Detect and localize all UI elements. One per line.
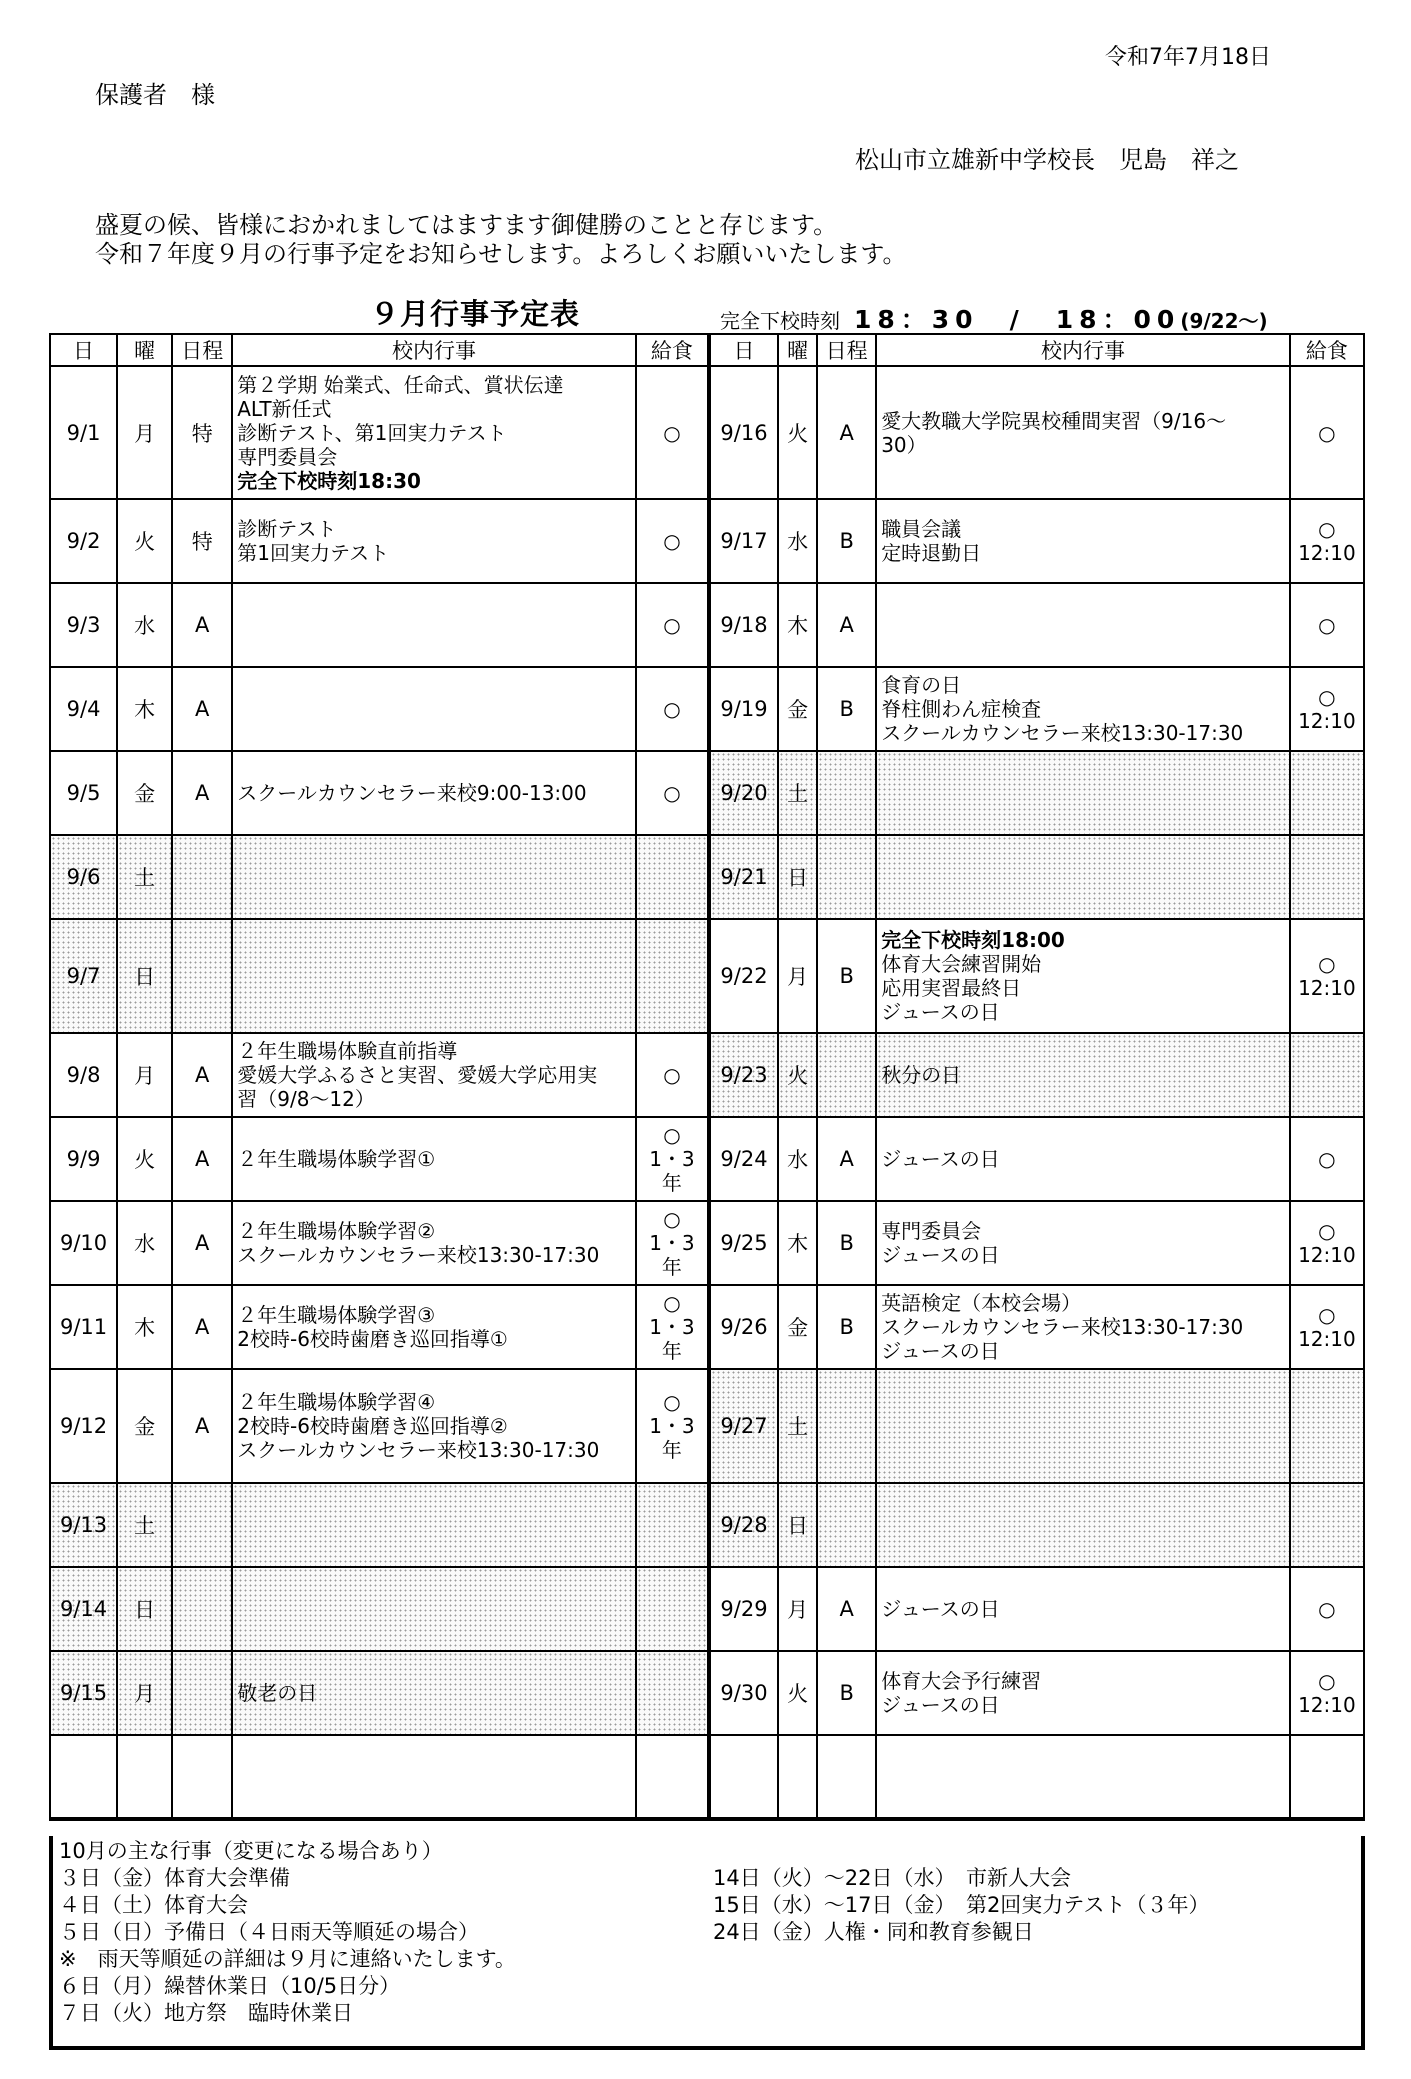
events-cell (232, 583, 636, 667)
lunch-cell (1290, 583, 1364, 667)
table-row (50, 1735, 1364, 1819)
schedule-cell: A (817, 583, 876, 667)
october-event-item: ４日（土）体育大会 (59, 1893, 248, 1917)
weekday-cell: 日 (778, 1483, 817, 1567)
october-heading: 10月の主な行事（変更になる場合あり） (59, 1839, 443, 1863)
schedule-cell (172, 1651, 232, 1735)
schedule-table (49, 333, 1365, 1821)
date-cell: 9/27 (709, 1369, 778, 1483)
table-row (50, 667, 1364, 751)
events-cell (232, 1285, 636, 1369)
weekday-cell: 水 (117, 583, 172, 667)
lunch-line: 12:10 (1298, 1243, 1356, 1267)
event-line: ジュースの日 (881, 1693, 1000, 1717)
col-events: 校内行事 (876, 334, 1290, 366)
date-cell: 9/18 (709, 583, 778, 667)
weekday-cell: 金 (117, 1369, 172, 1483)
schedule-cell: A (172, 1117, 232, 1201)
october-event-item: ７日（火）地方祭 臨時休業日 (59, 2001, 353, 2025)
lunch-line: ○ (1318, 1219, 1336, 1243)
events-cell (876, 1651, 1290, 1735)
greeting-line: 盛夏の候、皆様におかれましてはますます御健勝のことと存じます。 (95, 211, 838, 239)
event-line: ALT新任式 (237, 396, 332, 421)
lunch-line: 12:10 (1298, 541, 1356, 565)
dismissal-time (720, 300, 1268, 336)
event-line: 体育大会予行練習 (881, 1669, 1042, 1693)
schedule-cell: B (817, 667, 876, 751)
event-line: 2校時-6校時歯磨き巡回指導① (237, 1327, 508, 1351)
weekday-cell: 土 (117, 1483, 172, 1567)
event-line: ２年生職場体験学習③ (237, 1303, 436, 1327)
events-cell (876, 1735, 1290, 1819)
event-line: 英語検定（本校会場） (881, 1291, 1082, 1315)
schedule-cell (817, 1483, 876, 1567)
schedule-cell: A (172, 1033, 232, 1117)
lunch-cell (1290, 1201, 1364, 1285)
lunch-cell (1290, 919, 1364, 1033)
date-cell: 9/11 (50, 1285, 117, 1369)
table-row (50, 835, 1364, 919)
table-row (50, 1483, 1364, 1567)
weekday-cell: 水 (778, 499, 817, 583)
weekday-cell: 水 (778, 1117, 817, 1201)
events-cell (232, 1369, 636, 1483)
date-cell (50, 1735, 117, 1819)
date-cell: 9/8 (50, 1033, 117, 1117)
lunch-cell (636, 751, 709, 835)
dismissal-suffix: (9/22〜) (1180, 309, 1268, 333)
events-cell (876, 667, 1290, 751)
lunch-line: ○ (1318, 1597, 1336, 1621)
lunch-cell (636, 1033, 709, 1117)
events-cell (876, 1483, 1290, 1567)
table-title: ９月行事予定表 (370, 297, 581, 331)
lunch-line: ○ (1318, 952, 1336, 976)
date-cell: 9/13 (50, 1483, 117, 1567)
events-cell (232, 667, 636, 751)
schedule-cell (817, 751, 876, 835)
lunch-cell (636, 1651, 709, 1735)
events-cell (232, 1567, 636, 1651)
events-cell (876, 1369, 1290, 1483)
weekday-cell: 木 (117, 667, 172, 751)
lunch-cell (1290, 1735, 1364, 1819)
lunch-cell (1290, 1117, 1364, 1201)
lunch-line: ○ (1318, 517, 1336, 541)
schedule-cell (817, 1033, 876, 1117)
october-event-item: ６日（月）繰替休業日（10/5日分） (59, 1974, 401, 1998)
event-line: 専門委員会 (237, 444, 338, 469)
events-cell (876, 366, 1290, 499)
lunch-line: ○ (1318, 420, 1336, 445)
schedule-cell (172, 1735, 232, 1819)
weekday-cell: 火 (778, 1651, 817, 1735)
event-line: 完全下校時刻18:00 (881, 928, 1065, 952)
lunch-cell (1290, 1285, 1364, 1369)
lunch-line: 1・3 (649, 1414, 695, 1438)
table-row (50, 1117, 1364, 1201)
schedule-cell: A (172, 1201, 232, 1285)
events-cell (876, 835, 1290, 919)
table-row (50, 1033, 1364, 1117)
table-row (50, 1201, 1364, 1285)
event-line: ２年生職場体験学習① (237, 1147, 436, 1171)
col-schedule: 日程 (172, 334, 232, 366)
lunch-cell (1290, 499, 1364, 583)
weekday-cell: 木 (778, 1201, 817, 1285)
dismissal-times: 18：30 / 18：00 (854, 305, 1181, 334)
lunch-cell (1290, 835, 1364, 919)
dismissal-label: 完全下校時刻 (720, 309, 840, 333)
events-cell (232, 1117, 636, 1201)
event-line: 第２学期 始業式、任命式、賞状伝達 (237, 372, 564, 397)
lunch-cell (636, 1201, 709, 1285)
date-cell: 9/25 (709, 1201, 778, 1285)
october-event-item: ５日（日）予備日（４日雨天等順延の場合） (59, 1920, 479, 1944)
date-cell: 9/21 (709, 835, 778, 919)
lunch-cell (636, 835, 709, 919)
schedule-cell (817, 835, 876, 919)
schedule-cell: A (817, 1117, 876, 1201)
events-cell (232, 1735, 636, 1819)
lunch-line: ○ (1318, 613, 1336, 637)
event-line: 体育大会練習開始 (881, 952, 1042, 976)
lunch-line: ○ (663, 613, 681, 637)
weekday-cell: 火 (778, 366, 817, 499)
lunch-cell (1290, 366, 1364, 499)
lunch-cell (636, 1369, 709, 1483)
events-cell (876, 1201, 1290, 1285)
events-cell (876, 1285, 1290, 1369)
weekday-cell: 火 (117, 1117, 172, 1201)
weekday-cell: 火 (117, 499, 172, 583)
lunch-line: 12:10 (1298, 709, 1356, 733)
event-line: 第1回実力テスト (237, 541, 390, 565)
table-row (50, 1369, 1364, 1483)
events-cell (876, 499, 1290, 583)
lunch-cell (636, 1567, 709, 1651)
event-line: 脊柱側わん症検査 (881, 697, 1042, 721)
event-line: ジュースの日 (881, 1147, 1000, 1171)
weekday-cell: 火 (778, 1033, 817, 1117)
date-cell: 9/30 (709, 1651, 778, 1735)
schedule-cell (172, 919, 232, 1033)
lunch-line: ○ (663, 1123, 681, 1147)
col-lunch: 給食 (1290, 334, 1364, 366)
events-cell (232, 1651, 636, 1735)
date-cell: 9/7 (50, 919, 117, 1033)
weekday-cell: 土 (117, 835, 172, 919)
date-cell: 9/9 (50, 1117, 117, 1201)
schedule-cell: A (172, 751, 232, 835)
event-line: 習（9/8〜12） (237, 1087, 375, 1111)
lunch-line: ○ (663, 1207, 681, 1231)
schedule-cell: A (817, 1567, 876, 1651)
date-cell: 9/23 (709, 1033, 778, 1117)
lunch-line: ○ (1318, 1303, 1336, 1327)
lunch-cell (1290, 1651, 1364, 1735)
event-line: ２年生職場体験学習② (237, 1219, 436, 1243)
weekday-cell: 月 (778, 919, 817, 1033)
schedule-cell: 特 (172, 499, 232, 583)
weekday-cell: 木 (117, 1285, 172, 1369)
greeting-line: 令和７年度９月の行事予定をお知らせします。よろしくお願いいたします。 (95, 240, 907, 268)
weekday-cell: 月 (778, 1567, 817, 1651)
event-line: 診断テスト (237, 517, 337, 541)
lunch-line: 年 (661, 1171, 682, 1195)
events-cell (232, 366, 636, 499)
weekday-cell: 金 (117, 751, 172, 835)
events-cell (876, 1117, 1290, 1201)
lunch-cell (636, 919, 709, 1033)
table-row (50, 499, 1364, 583)
schedule-cell: A (172, 667, 232, 751)
weekday-cell: 月 (117, 1651, 172, 1735)
schedule-cell: B (817, 919, 876, 1033)
date-cell: 9/14 (50, 1567, 117, 1651)
lunch-line: ○ (663, 1063, 681, 1087)
events-cell (232, 919, 636, 1033)
date-cell: 9/15 (50, 1651, 117, 1735)
sender: 松山市立雄新中学校長 児島 祥之 (855, 146, 1239, 174)
events-cell (232, 751, 636, 835)
weekday-cell: 日 (778, 835, 817, 919)
event-line: スクールカウンセラー来校13:30-17:30 (881, 721, 1244, 745)
lunch-cell (636, 1285, 709, 1369)
weekday-cell: 水 (117, 1201, 172, 1285)
lunch-cell (636, 1117, 709, 1201)
lunch-cell (636, 667, 709, 751)
weekday-cell: 金 (778, 1285, 817, 1369)
events-cell (232, 499, 636, 583)
date-cell: 9/10 (50, 1201, 117, 1285)
table-row (50, 919, 1364, 1033)
table-header-row (50, 334, 1364, 366)
lunch-line: ○ (1318, 685, 1336, 709)
schedule-cell: A (817, 366, 876, 499)
event-line: 愛大教職大学院異校種間実習（9/16〜 (881, 408, 1227, 433)
date-cell: 9/20 (709, 751, 778, 835)
lunch-line: ○ (663, 781, 681, 805)
event-line: 2校時-6校時歯磨き巡回指導② (237, 1414, 508, 1438)
event-line: スクールカウンセラー来校13:30-17:30 (237, 1438, 600, 1462)
event-line: 食育の日 (881, 673, 962, 697)
october-event-item: ３日（金）体育大会準備 (59, 1866, 290, 1890)
lunch-cell (636, 1483, 709, 1567)
events-cell (232, 1033, 636, 1117)
lunch-line: ○ (663, 1390, 681, 1414)
weekday-cell: 金 (778, 667, 817, 751)
event-line: 愛媛大学ふるさと実習、愛媛大学応用実 (237, 1063, 598, 1087)
col-day: 日 (50, 334, 117, 366)
table-row (50, 1651, 1364, 1735)
lunch-line: ○ (663, 420, 681, 445)
lunch-cell (636, 366, 709, 499)
schedule-cell: A (172, 1369, 232, 1483)
events-cell (876, 919, 1290, 1033)
lunch-line: 12:10 (1298, 1327, 1356, 1351)
lunch-cell (636, 499, 709, 583)
event-line: 敬老の日 (237, 1681, 318, 1705)
date-cell: 9/3 (50, 583, 117, 667)
events-cell (876, 1033, 1290, 1117)
lunch-line: ○ (1318, 1147, 1336, 1171)
date-cell: 9/17 (709, 499, 778, 583)
lunch-cell (1290, 1369, 1364, 1483)
event-line: ジュースの日 (881, 1243, 1000, 1267)
table-row (50, 583, 1364, 667)
event-line: スクールカウンセラー来校13:30-17:30 (237, 1243, 600, 1267)
lunch-line: ○ (1318, 1669, 1336, 1693)
event-line: 応用実習最終日 (881, 976, 1022, 1000)
lunch-line: 12:10 (1298, 1693, 1356, 1717)
lunch-cell (1290, 751, 1364, 835)
schedule-cell (172, 1567, 232, 1651)
weekday-cell: 日 (117, 1567, 172, 1651)
weekday-cell: 月 (117, 366, 172, 499)
lunch-cell (1290, 1483, 1364, 1567)
date-cell: 9/16 (709, 366, 778, 499)
event-line: スクールカウンセラー来校9:00-13:00 (237, 781, 587, 805)
schedule-cell: B (817, 1651, 876, 1735)
event-line: 完全下校時刻18:30 (237, 468, 421, 493)
date-cell: 9/6 (50, 835, 117, 919)
lunch-cell (636, 1735, 709, 1819)
schedule-cell: A (172, 583, 232, 667)
recipient: 保護者 様 (95, 81, 215, 109)
weekday-cell: 木 (778, 583, 817, 667)
october-events (49, 1836, 1365, 2050)
weekday-cell: 日 (117, 919, 172, 1033)
issue-date: 令和7年7月18日 (1105, 45, 1271, 70)
schedule-cell (172, 835, 232, 919)
lunch-line: 1・3 (649, 1231, 695, 1255)
lunch-line: ○ (663, 1291, 681, 1315)
table-row (50, 1567, 1364, 1651)
event-line: ジュースの日 (881, 1339, 1000, 1363)
events-cell (232, 835, 636, 919)
lunch-line: ○ (663, 529, 681, 553)
weekday-cell (778, 1735, 817, 1819)
col-day: 日 (709, 334, 778, 366)
october-event-item: 24日（金）人権・同和教育参観日 (713, 1920, 1034, 1944)
weekday-cell: 月 (117, 1033, 172, 1117)
table-row (50, 751, 1364, 835)
schedule-cell: 特 (172, 366, 232, 499)
col-weekday: 曜 (778, 334, 817, 366)
lunch-cell (1290, 1033, 1364, 1117)
date-cell: 9/28 (709, 1483, 778, 1567)
schedule-cell (172, 1483, 232, 1567)
col-events: 校内行事 (232, 334, 636, 366)
date-cell: 9/24 (709, 1117, 778, 1201)
date-cell: 9/12 (50, 1369, 117, 1483)
event-line: 定時退勤日 (881, 541, 982, 565)
date-cell: 9/29 (709, 1567, 778, 1651)
lunch-line: 1・3 (649, 1147, 695, 1171)
lunch-cell (1290, 1567, 1364, 1651)
schedule-cell: B (817, 1285, 876, 1369)
october-event-item: ※ 雨天等順延の詳細は９月に連絡いたします。 (59, 1947, 516, 1971)
date-cell: 9/26 (709, 1285, 778, 1369)
event-line: スクールカウンセラー来校13:30-17:30 (881, 1315, 1244, 1339)
lunch-line: 年 (661, 1339, 682, 1363)
schedule-cell: A (172, 1285, 232, 1369)
lunch-line: ○ (663, 697, 681, 721)
events-cell (876, 583, 1290, 667)
lunch-cell (636, 583, 709, 667)
date-cell: 9/2 (50, 499, 117, 583)
lunch-line: 年 (661, 1438, 682, 1462)
date-cell: 9/22 (709, 919, 778, 1033)
weekday-cell: 土 (778, 751, 817, 835)
event-line: ジュースの日 (881, 1597, 1000, 1621)
october-event-item: 14日（火）〜22日（水） 市新人大会 (713, 1866, 1071, 1890)
table-row (50, 1285, 1364, 1369)
date-cell: 9/5 (50, 751, 117, 835)
event-line: 秋分の日 (881, 1063, 962, 1087)
event-line: ２年生職場体験学習④ (237, 1390, 436, 1414)
event-line: ２年生職場体験直前指導 (237, 1039, 458, 1063)
date-cell: 9/4 (50, 667, 117, 751)
events-cell (876, 751, 1290, 835)
events-cell (876, 1567, 1290, 1651)
col-lunch: 給食 (636, 334, 709, 366)
weekday-cell: 土 (778, 1369, 817, 1483)
october-event-item: 15日（水）〜17日（金） 第2回実力テスト（３年） (713, 1893, 1210, 1917)
weekday-cell (117, 1735, 172, 1819)
lunch-line: 12:10 (1298, 976, 1356, 1000)
events-cell (232, 1483, 636, 1567)
lunch-line: 年 (661, 1255, 682, 1279)
date-cell (709, 1735, 778, 1819)
schedule-cell: B (817, 1201, 876, 1285)
event-line: 30） (881, 432, 927, 457)
date-cell: 9/19 (709, 667, 778, 751)
lunch-cell (1290, 667, 1364, 751)
event-line: 専門委員会 (881, 1219, 982, 1243)
event-line: 診断テスト、第1回実力テスト (237, 420, 507, 445)
events-cell (232, 1201, 636, 1285)
schedule-cell (817, 1735, 876, 1819)
lunch-line: 1・3 (649, 1315, 695, 1339)
date-cell: 9/1 (50, 366, 117, 499)
schedule-cell (817, 1369, 876, 1483)
col-schedule: 日程 (817, 334, 876, 366)
schedule-cell: B (817, 499, 876, 583)
event-line: ジュースの日 (881, 1000, 1000, 1024)
table-row (50, 366, 1364, 499)
col-weekday: 曜 (117, 334, 172, 366)
event-line: 職員会議 (881, 517, 962, 541)
